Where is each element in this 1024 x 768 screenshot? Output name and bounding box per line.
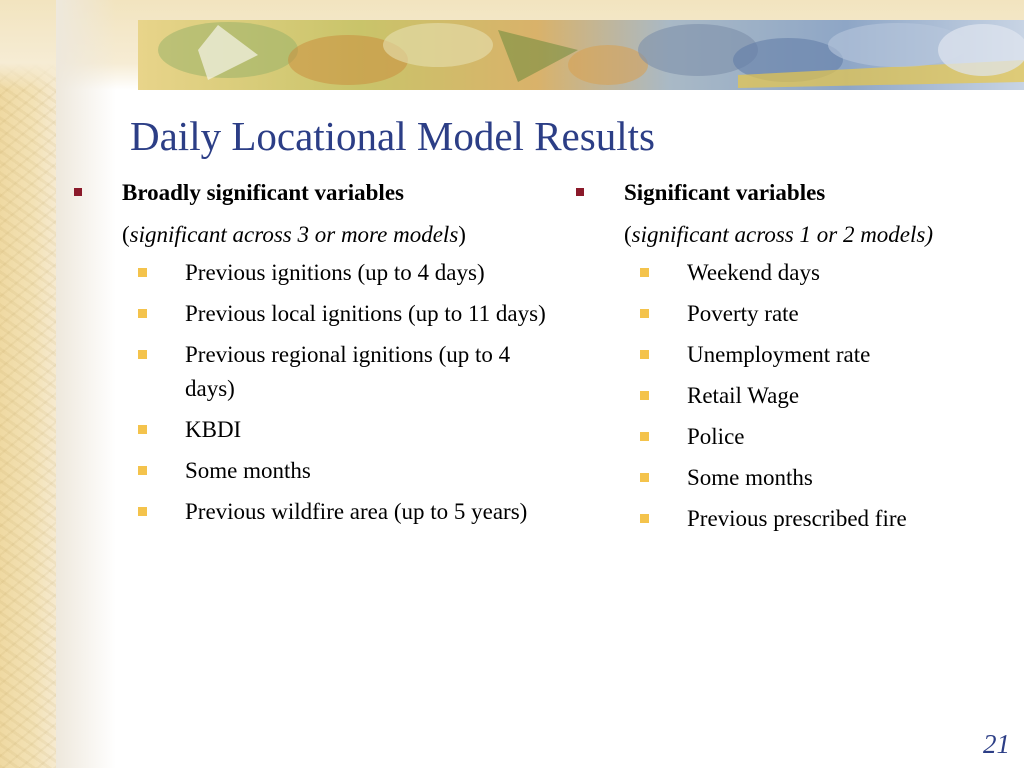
- left-column: [74, 178, 564, 536]
- left-level1-item: [74, 178, 564, 250]
- square-bullet-icon: [640, 268, 649, 277]
- list-item: Previous regional ignitions (up to 4 days): [74, 338, 557, 406]
- square-bullet-icon: [640, 350, 649, 359]
- square-bullet-icon: [138, 507, 147, 516]
- square-bullet-icon: [138, 268, 147, 277]
- left-heading: Broadly significant variables: [122, 180, 404, 205]
- parchment-border-left: [0, 0, 56, 768]
- square-bullet-icon: [640, 309, 649, 318]
- square-bullet-icon: [640, 391, 649, 400]
- list-item: Weekend days: [576, 256, 1016, 290]
- square-bullet-icon: [576, 188, 584, 196]
- list-item: Unemployment rate: [576, 338, 1016, 372]
- decorative-leaf-banner: [138, 20, 1024, 90]
- list-item: Poverty rate: [576, 297, 1016, 331]
- slide-number: 21: [983, 729, 1010, 759]
- square-bullet-icon: [138, 309, 147, 318]
- list-item: Previous wildfire area (up to 5 years): [74, 495, 557, 529]
- right-heading: Significant variables: [624, 180, 826, 205]
- square-bullet-icon: [138, 425, 147, 434]
- square-bullet-icon: [138, 350, 147, 359]
- left-subheading: (significant across 3 or more models): [122, 222, 466, 247]
- list-item: Previous prescribed fire: [576, 502, 1016, 536]
- right-column: [576, 178, 1016, 543]
- list-item: KBDI: [74, 413, 557, 447]
- square-bullet-icon: [74, 188, 82, 196]
- list-item: Retail Wage: [576, 379, 1016, 413]
- right-subheading: (significant across 1 or 2 models): [624, 222, 934, 247]
- square-bullet-icon: [640, 432, 649, 441]
- list-item: Police: [576, 420, 1016, 454]
- square-bullet-icon: [640, 514, 649, 523]
- list-item: Some months: [576, 461, 1016, 495]
- list-item: Previous ignitions (up to 4 days): [74, 256, 557, 290]
- leaf-collage-image: [138, 20, 1024, 90]
- slide-title: Daily Locational Model Results: [130, 113, 655, 159]
- list-item: Previous local ignitions (up to 11 days): [74, 297, 557, 331]
- list-item: Some months: [74, 454, 557, 488]
- left-variable-list: [74, 256, 564, 529]
- square-bullet-icon: [640, 473, 649, 482]
- right-variable-list: [576, 256, 1016, 536]
- square-bullet-icon: [138, 466, 147, 475]
- right-level1-item: [576, 178, 1016, 250]
